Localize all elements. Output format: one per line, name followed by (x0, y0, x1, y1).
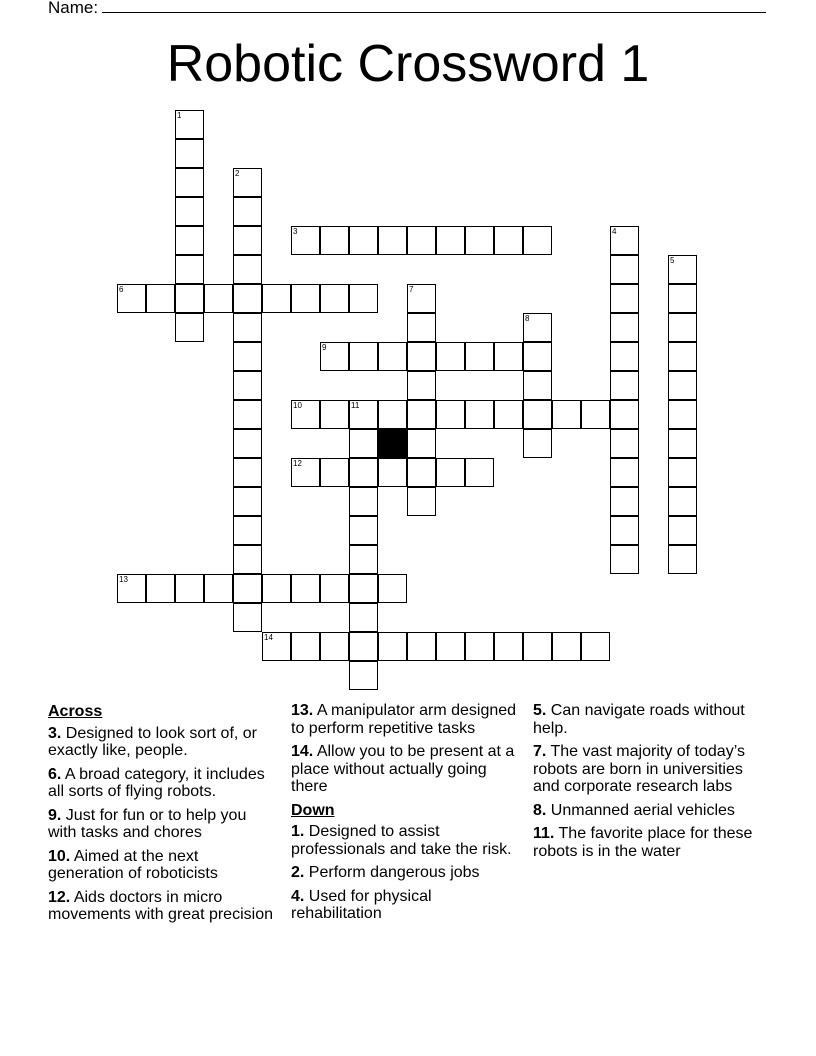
grid-cell[interactable] (175, 139, 204, 168)
grid-cell[interactable] (523, 371, 552, 400)
grid-cell[interactable] (668, 429, 697, 458)
clue-number: 13 (119, 575, 128, 584)
clue-number: 1 (177, 111, 182, 120)
grid-cell[interactable] (378, 574, 407, 603)
grid-cell[interactable] (436, 632, 465, 661)
grid-cell[interactable] (436, 400, 465, 429)
grid-cell[interactable] (204, 284, 233, 313)
grid-cell[interactable] (233, 574, 262, 603)
grid-cell[interactable] (175, 574, 204, 603)
grid-cell[interactable] (668, 255, 697, 284)
grid-cell[interactable] (233, 545, 262, 574)
grid-cell[interactable] (233, 197, 262, 226)
grid-cell[interactable] (668, 284, 697, 313)
grid-cell[interactable] (610, 255, 639, 284)
grid-cell[interactable] (407, 284, 436, 313)
grid-cell[interactable] (175, 226, 204, 255)
grid-cell[interactable] (610, 487, 639, 516)
grid-cell[interactable] (610, 226, 639, 255)
grid-cell[interactable] (523, 313, 552, 342)
grid-cell[interactable] (291, 226, 320, 255)
clue-number: 12 (293, 459, 302, 468)
grid-cell[interactable] (204, 574, 233, 603)
grid-cell[interactable] (407, 429, 436, 458)
grid-cell[interactable] (668, 400, 697, 429)
grid-cell[interactable] (349, 226, 378, 255)
grid-cell[interactable] (291, 574, 320, 603)
grid-cell[interactable] (552, 400, 581, 429)
across-clue-3: 3. Designed to look sort of, or exactly like, people. (48, 724, 258, 759)
grid-cell[interactable] (494, 342, 523, 371)
grid-cell[interactable] (146, 574, 175, 603)
name-label: Name: (48, 0, 99, 17)
grid-cell[interactable] (291, 284, 320, 313)
grid-cell[interactable] (523, 400, 552, 429)
grid-cell[interactable] (175, 313, 204, 342)
down-clue-8: 8. Unmanned aerial vehicles (533, 801, 735, 819)
grid-cell[interactable] (407, 632, 436, 661)
grid-cell[interactable] (262, 284, 291, 313)
grid-cell[interactable] (233, 371, 262, 400)
down-clue-11: 11. The favorite place for these robots is in the water (533, 825, 753, 860)
grid-cell[interactable] (233, 429, 262, 458)
grid-cell[interactable] (378, 458, 407, 487)
grid-cell[interactable] (117, 284, 146, 313)
grid-cell[interactable] (233, 226, 262, 255)
grid-cell[interactable] (610, 313, 639, 342)
across-header: Across (48, 703, 103, 720)
clue-number: 8 (525, 314, 530, 323)
grid-cell[interactable] (291, 632, 320, 661)
grid-cell[interactable] (320, 284, 349, 313)
grid-cell[interactable] (378, 632, 407, 661)
grid-cell[interactable] (668, 545, 697, 574)
clues-column-1 (48, 702, 273, 930)
grid-cell[interactable] (465, 400, 494, 429)
grid-cell[interactable] (465, 458, 494, 487)
grid-cell[interactable] (175, 110, 204, 139)
grid-cell[interactable] (349, 545, 378, 574)
grid-cell[interactable] (175, 255, 204, 284)
grid-cell[interactable] (494, 400, 523, 429)
grid-cell[interactable] (349, 603, 378, 632)
grid-cell[interactable] (233, 168, 262, 197)
grid-cell[interactable] (610, 371, 639, 400)
grid-cell[interactable] (494, 226, 523, 255)
grid-cell[interactable] (175, 197, 204, 226)
grid-cell[interactable] (407, 313, 436, 342)
grid-cell[interactable] (233, 603, 262, 632)
grid-cell[interactable] (349, 284, 378, 313)
grid-cell[interactable] (523, 226, 552, 255)
grid-cell[interactable] (407, 342, 436, 371)
grid-cell[interactable] (262, 574, 291, 603)
grid-cell[interactable] (349, 487, 378, 516)
across-clue-10: 10. Aimed at the next generation of roboticists (48, 847, 218, 882)
grid-cell[interactable] (523, 342, 552, 371)
clue-number: 2 (235, 169, 240, 178)
black-cell (378, 429, 407, 458)
grid-cell[interactable] (291, 458, 320, 487)
grid-cell[interactable] (407, 400, 436, 429)
grid-cell[interactable] (668, 516, 697, 545)
grid-cell[interactable] (320, 342, 349, 371)
grid-cell[interactable] (581, 400, 610, 429)
clues-column-3 (533, 702, 773, 866)
page-title: Robotic Crossword 1 (166, 35, 650, 93)
grid-cell[interactable] (233, 400, 262, 429)
grid-cell[interactable] (668, 313, 697, 342)
grid-cell[interactable] (175, 168, 204, 197)
grid-cell[interactable] (233, 284, 262, 313)
down-clue-5: 5. Can navigate roads without help. (533, 702, 745, 737)
grid-cell[interactable] (117, 574, 146, 603)
grid-cell[interactable] (668, 487, 697, 516)
grid-cell[interactable] (349, 429, 378, 458)
grid-cell[interactable] (668, 342, 697, 371)
grid-cell[interactable] (233, 313, 262, 342)
grid-cell[interactable] (262, 632, 291, 661)
down-header: Down (291, 801, 335, 819)
grid-cell[interactable] (378, 400, 407, 429)
grid-cell[interactable] (407, 371, 436, 400)
grid-cell[interactable] (233, 516, 262, 545)
grid-cell[interactable] (407, 226, 436, 255)
grid-cell[interactable] (349, 342, 378, 371)
across-clue-14: 14. Allow you to be present at a place without actually going there (291, 743, 515, 795)
grid-cell[interactable] (610, 400, 639, 429)
grid-cell[interactable] (494, 632, 523, 661)
grid-cell[interactable] (668, 458, 697, 487)
grid-cell[interactable] (610, 284, 639, 313)
clue-number: 11 (351, 401, 360, 410)
grid-cell[interactable] (320, 574, 349, 603)
grid-cell[interactable] (465, 226, 494, 255)
grid-cell[interactable] (349, 516, 378, 545)
clue-number: 10 (293, 401, 302, 410)
grid-cell[interactable] (610, 545, 639, 574)
clue-number: 5 (670, 256, 675, 265)
grid-cell[interactable] (581, 632, 610, 661)
grid-cell[interactable] (668, 371, 697, 400)
grid-cell[interactable] (349, 661, 378, 690)
grid-cell[interactable] (610, 429, 639, 458)
grid-cell[interactable] (407, 487, 436, 516)
grid-cell[interactable] (436, 342, 465, 371)
grid-cell[interactable] (291, 400, 320, 429)
grid-cell[interactable] (378, 342, 407, 371)
across-clue-13: 13. A manipulator arm designed to perform repetitive tasks (291, 702, 517, 737)
grid-cell[interactable] (349, 400, 378, 429)
grid-cell[interactable] (523, 632, 552, 661)
grid-cell[interactable] (320, 458, 349, 487)
grid-cell[interactable] (523, 429, 552, 458)
grid-cell[interactable] (349, 458, 378, 487)
grid-cell[interactable] (233, 255, 262, 284)
down-clue-7: 7. The vast majority of today’s robots are born in universities and corporate research labs (533, 743, 745, 795)
grid-cell[interactable] (610, 342, 639, 371)
grid-cell[interactable] (610, 458, 639, 487)
grid-cell[interactable] (349, 632, 378, 661)
across-clue-6: 6. A broad category, it includes all sorts of flying robots. (48, 765, 265, 800)
grid-cell[interactable] (465, 342, 494, 371)
down-clue-4: 4. Used for physical rehabilitation (291, 887, 432, 922)
across-clue-12: 12. Aids doctors in micro movements with great precision (48, 888, 273, 923)
clues-column-2 (291, 702, 519, 929)
grid-cell[interactable] (320, 226, 349, 255)
grid-cell[interactable] (233, 458, 262, 487)
grid-cell[interactable] (436, 226, 465, 255)
clue-number: 4 (612, 227, 617, 236)
grid-cell[interactable] (610, 516, 639, 545)
clue-number: 9 (322, 343, 327, 352)
grid-cell[interactable] (465, 632, 494, 661)
grid-cell[interactable] (233, 342, 262, 371)
down-clue-1: 1. Designed to assist professionals and take the risk. (291, 823, 512, 858)
grid-cell[interactable] (320, 632, 349, 661)
grid-cell[interactable] (349, 574, 378, 603)
clue-number: 6 (119, 285, 124, 294)
grid-cell[interactable] (146, 284, 175, 313)
grid-cell[interactable] (407, 458, 436, 487)
grid-cell[interactable] (175, 284, 204, 313)
clue-number: 3 (293, 227, 298, 236)
clue-number: 7 (409, 285, 414, 294)
grid-cell[interactable] (233, 487, 262, 516)
grid-cell[interactable] (436, 458, 465, 487)
across-clue-9: 9. Just for fun or to help you with tasks and chores (48, 806, 247, 841)
down-clue-2: 2. Perform dangerous jobs (291, 864, 480, 881)
grid-cell[interactable] (320, 400, 349, 429)
grid-cell[interactable] (552, 632, 581, 661)
grid-cell[interactable] (378, 226, 407, 255)
clue-number: 14 (264, 633, 273, 642)
